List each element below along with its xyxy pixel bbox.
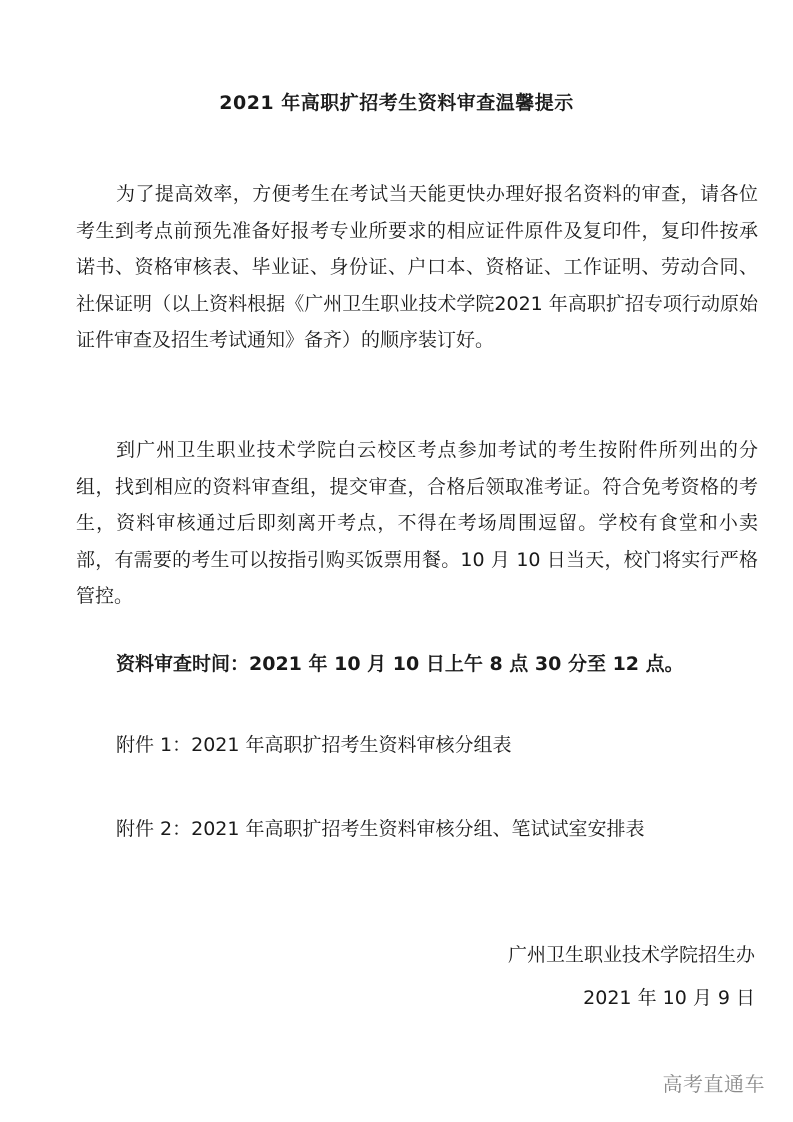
watermark-text: 高考直通车 xyxy=(662,1072,765,1096)
attachment-2: 附件 2：2021 年高职扩招考生资料审核分组、笔试试室安排表 xyxy=(116,818,645,840)
attachment-1: 附件 1：2021 年高职扩招考生资料审核分组表 xyxy=(116,734,512,756)
paragraph-preparation: 为了提高效率，方便考生在考试当天能更快办理好报名资料的审查，请各位考生到考点前预先准备好报考专业所要求的相应证件原件及复印件，复印件按承诺书、资格审核表、毕业证、身份证、户口本、资格证、工作证明、劳动合同、社保证明（以上资料根据《广州卫生职业技术学院2021 年高职扩招专项行动原始证件审查及招生考试通知》备齐）的顺序装订好。 xyxy=(76,183,758,351)
paragraph-exam-site: 到广州卫生职业技术学院白云校区考点参加考试的考生按附件所列出的分组，找到相应的资料审查组，提交审查，合格后领取准考证。符合免考资格的考生，资料审核通过后即刻离开考点，不得在考场周围逗留。学校有食堂和小卖部，有需要的考生可以按指引购买饭票用餐。10 月 10 日当天，校门将实行严格管控。 xyxy=(76,439,758,607)
signature-date: 2021 年 10 月 9 日 xyxy=(583,987,755,1009)
review-time: 资料审查时间：2021 年 10 月 10 日上午 8 点 30 分至 12 点。 xyxy=(116,653,684,675)
document-title: 2021 年高职扩招考生资料审查温馨提示 xyxy=(219,92,574,114)
signature-organization: 广州卫生职业技术学院招生办 xyxy=(507,944,755,966)
